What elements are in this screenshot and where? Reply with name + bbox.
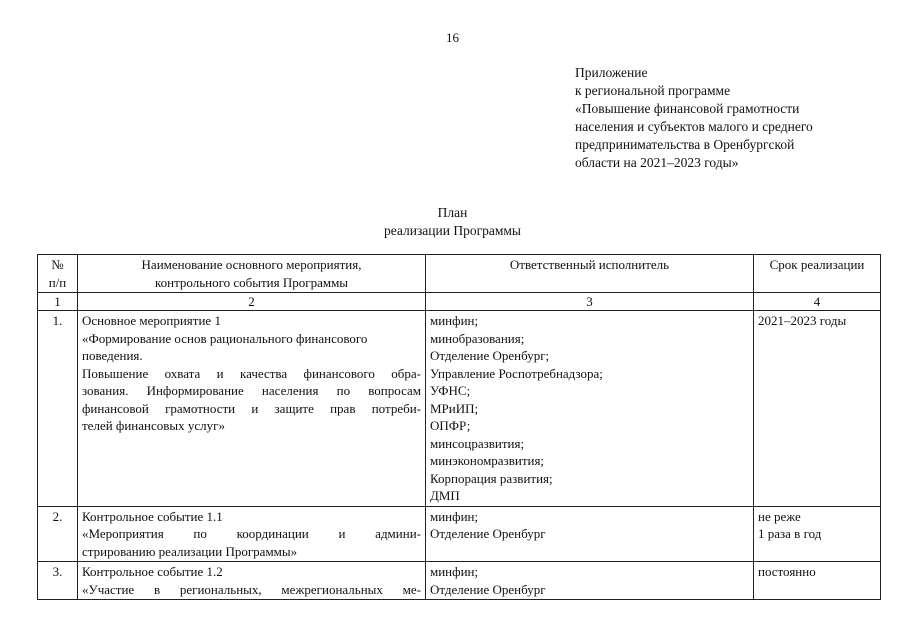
row-executors: минфин; Отделение Оренбург [426,562,754,600]
row-number: 1. [38,311,78,507]
row-executors: минфин; минобразования; Отделение Оренбург; Управление Роспотребнадзора; УФНС; МРиИП; ОПФР; минсоцразвития; минэкономразвития; Корпорация развития; ДМП [426,311,754,507]
row-name: Контрольное событие 1.1 «Мероприятия по координации и админи- стрированию реализации Программы» [78,506,426,562]
appendix-line: населения и субъектов малого и среднего [575,119,813,134]
row-executors: минфин; Отделение Оренбург [426,506,754,562]
row-number: 3. [38,562,78,600]
row-term: 2021–2023 годы [754,311,881,507]
page-number: 16 [446,30,459,45]
column-index: 2 [78,293,426,311]
document-title [0,204,905,240]
row-term: постоянно [754,562,881,600]
column-index: 1 [38,293,78,311]
appendix-line: Приложение [575,65,648,80]
appendix-block [575,64,895,172]
table-row [38,311,881,507]
plan-table [37,254,881,600]
column-index: 3 [426,293,754,311]
table-row [38,506,881,562]
title-line-1: План [437,205,468,220]
appendix-line: «Повышение финансовой грамотности [575,101,800,116]
column-index: 4 [754,293,881,311]
appendix-line: области на 2021–2023 годы» [575,155,739,170]
row-name: Контрольное событие 1.2 «Участие в региональных, межрегиональных ме- [78,562,426,600]
row-name: Основное мероприятие 1 «Формирование основ рационального финансового поведения. Повышение охвата и качества финансового обра- зования. Информирование населения по вопросам финансовой грамотности и защите прав потреби- телей финансовых услуг» [78,311,426,507]
row-term: не реже 1 раза в год [754,506,881,562]
row-number: 2. [38,506,78,562]
title-line-2: реализации Программы [383,223,522,238]
column-index-row [38,293,881,311]
header-num: № п/п [38,255,78,293]
table-row [38,562,881,600]
header-executor: Ответственный исполнитель [426,255,754,293]
table-header-row [38,255,881,293]
appendix-line: к региональной программе [575,83,731,98]
header-name: Наименование основного мероприятия, контрольного события Программы [78,255,426,293]
appendix-line: предпринимательства в Оренбургской [575,137,795,152]
header-term: Срок реализации [754,255,881,293]
